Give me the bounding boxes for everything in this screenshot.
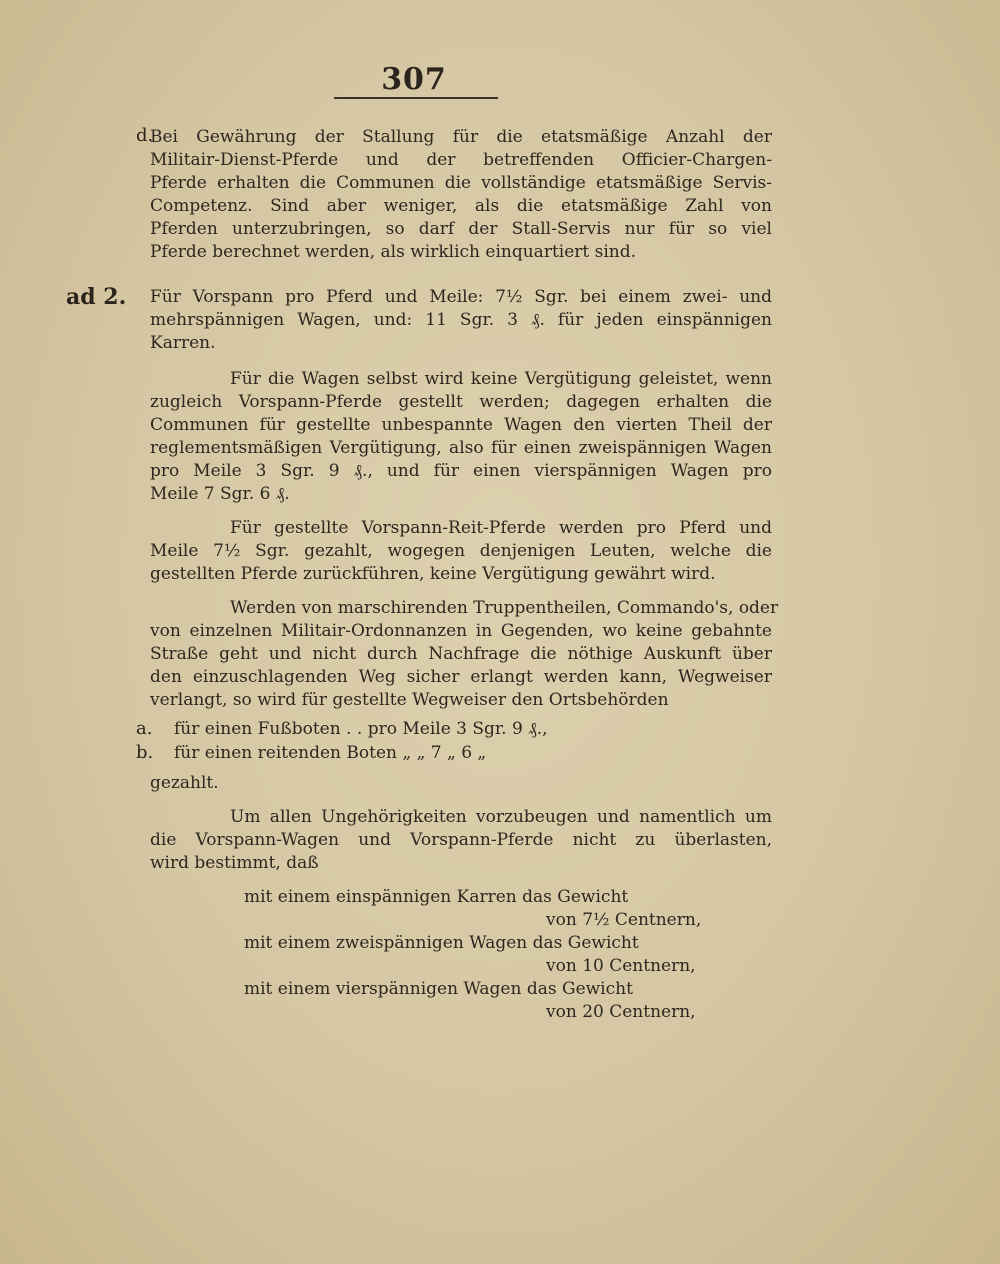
text-line: wird bestimmt, daß [150,853,319,873]
text-line: Um allen Ungehörigkeiten vorzubeugen und namentlich um [230,807,772,827]
text-line: zugleich Vorspann-Pferde gestellt werden; dagegen erhalten die [150,392,772,412]
item-label-d: d. [136,125,154,146]
text-line: von 10 Centnern, [546,956,696,976]
text-line: Bei Gewährung der Stallung für die etatsmäßige Anzahl der [150,127,772,147]
text-line: verlangt, so wird für gestellte Wegweiser den Ortsbehörden [150,690,669,710]
item-label-ad-2: ad 2. [66,284,127,310]
text-line: Werden von marschirenden Truppentheilen, Commando's, oder [230,598,779,618]
text-line: Karren. [150,333,216,353]
page-number: 307 [381,62,447,97]
text-line: pro Meile 3 Sgr. 9 ₰., und für einen vierspännigen Wagen pro [150,461,772,481]
text-line: gestellten Pferde zurückführen, keine Vergütigung gewährt wird. [150,564,716,584]
text-line: Für gestellte Vorspann-Reit-Pferde werden pro Pferd und [230,518,772,538]
text-line: für einen reitenden Boten „ „ 7 „ 6 „ [174,743,487,763]
header-rule [334,97,498,99]
text-line: von einzelnen Militair-Ordonnanzen in Gegenden, wo keine gebahnte [150,621,772,641]
text-line: Meile 7½ Sgr. gezahlt, wogegen denjenigen Leuten, welche die [150,541,772,561]
text-line: Straße geht und nicht durch Nachfrage die nöthige Auskunft über [150,644,772,664]
text-line: mit einem vierspännigen Wagen das Gewicht [244,979,633,999]
text-line: gezahlt. [150,773,219,793]
item-label-a: a. [136,718,153,739]
item-label-b: b. [136,742,154,763]
text-line: reglementsmäßigen Vergütigung, also für einen zweispännigen Wagen [150,438,772,458]
text-line: die Vorspann-Wagen und Vorspann-Pferde nicht zu überlasten, [150,830,772,850]
text-line: Militair-Dienst-Pferde und der betreffenden Officier-Chargen- [150,150,772,170]
text-line: Pferden unterzubringen, so darf der Stall-Servis nur für so viel [150,219,772,239]
text-line: Für Vorspann pro Pferd und Meile: 7½ Sgr. bei einem zwei- und [150,287,772,307]
text-line: Communen für gestellte unbespannte Wagen den vierten Theil der [150,415,772,435]
text-line: mit einem einspännigen Karren das Gewicht [244,887,629,907]
text-line: den einzuschlagenden Weg sicher erlangt werden kann, Wegweiser [150,667,772,687]
text-line: Competenz. Sind aber weniger, als die etatsmäßige Zahl von [150,196,772,216]
text-line: für einen Fußboten . . pro Meile 3 Sgr. 9 ₰., [174,719,548,739]
text-line: mehrspännigen Wagen, und: 11 Sgr. 3 ₰. für jeden einspännigen [150,310,772,330]
text-line: Für die Wagen selbst wird keine Vergütigung geleistet, wenn [230,369,772,389]
text-line: Pferde erhalten die Communen die vollständige etatsmäßige Servis- [150,173,772,193]
text-line: Pferde berechnet werden, als wirklich einquartiert sind. [150,242,637,262]
text-line: Meile 7 Sgr. 6 ₰. [150,484,290,504]
text-line: mit einem zweispännigen Wagen das Gewicht [244,933,639,953]
text-line: von 7½ Centnern, [546,910,702,930]
text-line: von 20 Centnern, [546,1002,696,1022]
